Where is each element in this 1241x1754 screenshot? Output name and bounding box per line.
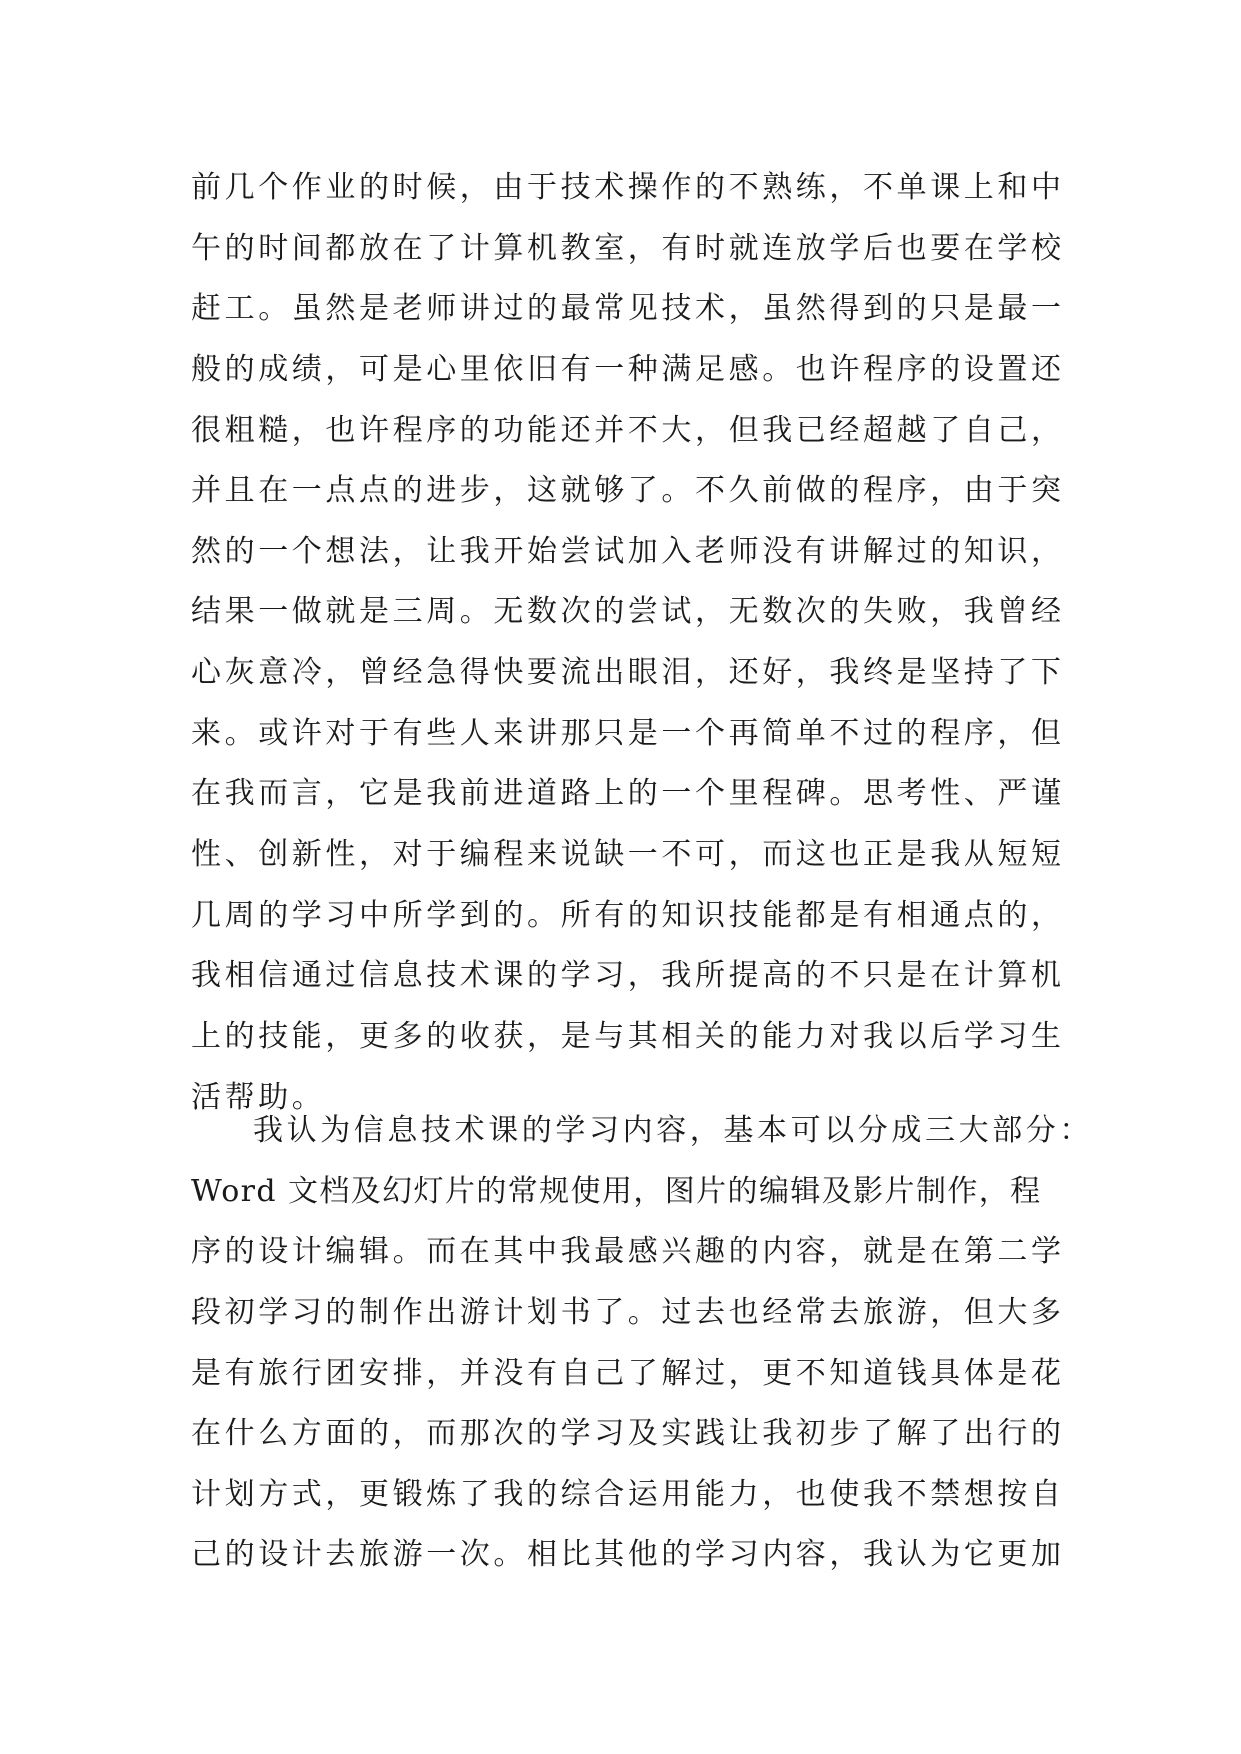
text-line: 几周的学习中所学到的。所有的知识技能都是有相通点的， (191, 897, 1065, 933)
text-line: 并且在一点点的进步，这就够了。不久前做的程序，由于突 (191, 473, 1065, 509)
text-line: 般的成绩，可是心里依旧有一种满足感。也许程序的设置还 (191, 351, 1065, 387)
text-line: 序的设计编辑。而在其中我最感兴趣的内容，就是在第二学 (191, 1234, 1065, 1270)
text-line: 在我而言，它是我前进道路上的一个里程碑。思考性、严谨 (191, 776, 1065, 812)
text-line: 心灰意冷，曾经急得快要流出眼泪，还好，我终是坚持了下 (191, 655, 1065, 691)
text-line: 我相信通过信息技术课的学习，我所提高的不只是在计算机 (191, 958, 1065, 994)
paragraph-1 (191, 158, 1065, 1128)
text-line: 上的技能，更多的收获，是与其相关的能力对我以后学习生 (191, 1018, 1065, 1054)
text-line: Word 文档及幻灯片的常规使用，图片的编辑及影片制作，程 (191, 1173, 1042, 1209)
text-line: 我认为信息技术课的学习内容，基本可以分成三大部分： (253, 1113, 1093, 1148)
text-line: 来。或许对于有些人来讲那只是一个再简单不过的程序，但 (191, 715, 1065, 751)
text-line: 结果一做就是三周。无数次的尝试，无数次的失败，我曾经 (191, 594, 1065, 630)
text-line: 午的时间都放在了计算机教室，有时就连放学后也要在学校 (191, 230, 1065, 266)
text-line: 计划方式，更锻炼了我的综合运用能力，也使我不禁想按自 (191, 1476, 1065, 1512)
text-line: 很粗糙，也许程序的功能还并不大，但我已经超越了自己， (191, 412, 1065, 448)
text-line: 然的一个想法，让我开始尝试加入老师没有讲解过的知识， (191, 533, 1065, 569)
text-line: 性、创新性，对于编程来说缺一不可，而这也正是我从短短 (191, 837, 1065, 873)
text-line: 在什么方面的，而那次的学习及实践让我初步了解了出行的 (191, 1416, 1065, 1452)
text-line: 赶工。虽然是老师讲过的最常见技术，虽然得到的只是最一 (191, 291, 1065, 327)
text-line: 前几个作业的时候，由于技术操作的不熟练，不单课上和中 (191, 170, 1065, 205)
text-line: 己的设计去旅游一次。相比其他的学习内容，我认为它更加 (191, 1537, 1065, 1573)
text-line: 段初学习的制作出游计划书了。过去也经常去旅游，但大多 (191, 1294, 1065, 1330)
text-line: 活帮助。 (191, 1079, 326, 1115)
paragraph-2 (191, 1101, 1093, 1586)
text-line: 是有旅行团安排，并没有自己了解过，更不知道钱具体是花 (191, 1355, 1065, 1391)
